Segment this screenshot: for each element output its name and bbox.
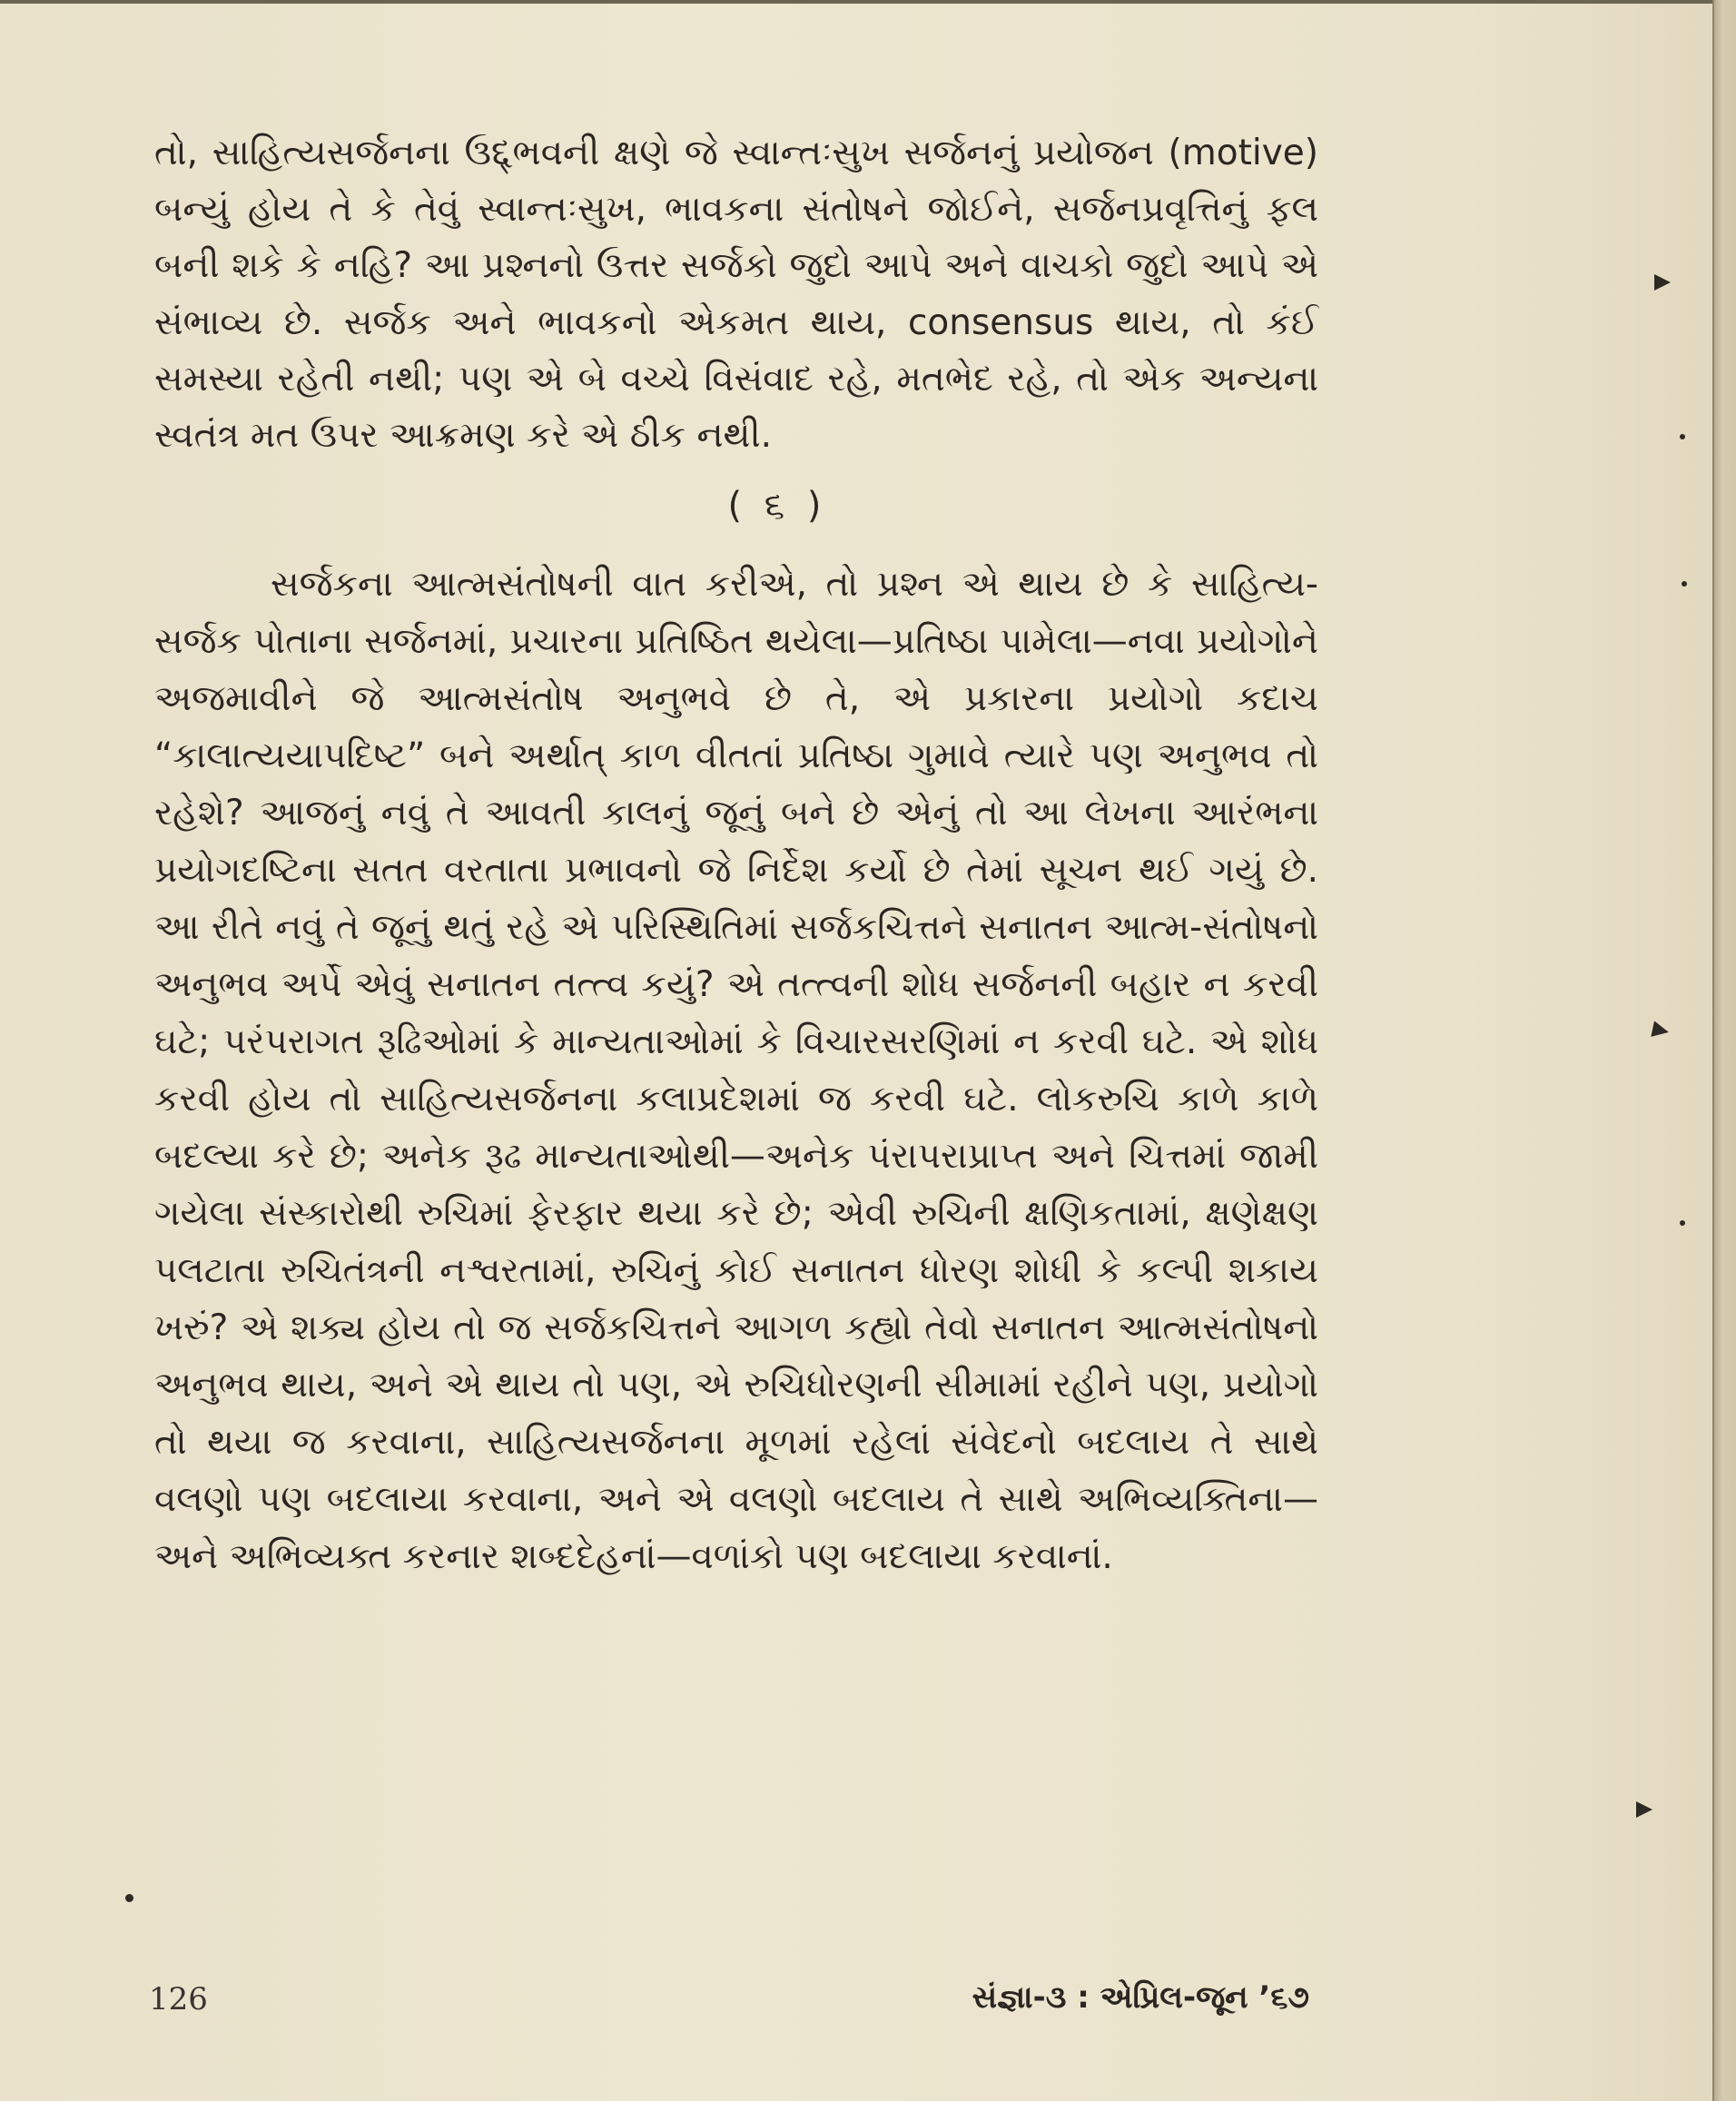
margin-mark-icon xyxy=(1654,274,1671,291)
paragraph-1: તો, સાહિત્યસર્જનના ઉદ્દ્ભવની ક્ષણે જે સ્વાન્તઃસુખ સર્જનનું પ્રયોજન (motive) બન્યું હોય તે કે તેવું સ્વાન્તઃસુખ, ભાવકના સંતોષને જોઈને, સર્જનપ્રવૃત્તિનું ફલ બની શકે કે નહિ? આ પ્રશ્નનો ઉત્તર સર્જકો જુદો આપે અને વાચકો જુદો આપે એ સંભાવ્ય છે. સર્જક અને ભાવકનો એકમત થાય, consensus થાય, તો કંઈ સમસ્યા રહેતી નથી; પણ એ બે વચ્ચે વિસંવાદ રહે, મતભેદ રહે, તો એક અન્યના સ્વતંત્ર મત ઉપર આક્રમણ કરે એ ઠીક નથી. xyxy=(154,133,1318,457)
margin-mark-icon xyxy=(1651,1021,1670,1040)
top-edge-rule xyxy=(0,0,1714,4)
page-number: 126 xyxy=(149,1981,208,2017)
margin-speck xyxy=(1680,1220,1685,1226)
article-body-section-6 xyxy=(154,556,1318,1585)
margin-speck xyxy=(125,1894,133,1902)
margin-mark-icon xyxy=(1636,1801,1652,1818)
section-heading: ( ૬ ) xyxy=(727,485,827,527)
article-body xyxy=(154,125,1318,464)
paragraph-2: સર્જકના આત્મસંતોષની વાત કરીએ, તો પ્રશ્ન એ થાય છે કે સાહિત્ય-સર્જક પોતાના સર્જનમાં, પ્રચારના પ્રતિષ્ઠિત થયેલા—પ્રતિષ્ઠા પામેલા—નવા પ્રયોગોને અજમાવીને જે આત્મસંતોષ અનુભવે છે તે, એ પ્રકારના પ્રયોગો કદાચ “કાલાત્યયાપદિષ્ટ” બને અર્થાત્ કાળ વીતતાં પ્રતિષ્ઠા ગુમાવે ત્યારે પણ અનુભવ તો રહેશે? આજનું નવું તે આવતી કાલનું જૂનું બને છે એનું તો આ લેખના આરંભના પ્રયોગદષ્ટિના સતત વરતાતા પ્રભાવનો જે નિર્દેશ કર્યો છે તેમાં સૂચન થઈ ગયું છે. આ રીતે નવું તે જૂનું થતું રહે એ પરિસ્થિતિમાં સર્જકચિત્તને સનાતન આત્મ-સંતોષનો અનુભવ અર્પે એવું સનાતન તત્ત્વ કયું? એ તત્ત્વની શોધ સર્જનની બહાર ન કરવી ઘટે; પરંપરાગત રૂઢિઓમાં કે માન્યતાઓમાં કે વિચારસરણિમાં ન કરવી ઘટે. એ શોધ કરવી હોય તો સાહિત્યસર્જનના કલાપ્રદેશમાં જ કરવી ઘટે. લોકરુચિ કાળે કાળે બદલ્યા કરે છે; અનેક રૂઢ માન્યતાઓથી—અનેક પંરાપરાપ્રાપ્ત અને ચિત્તમાં જામી ગયેલા સંસ્કારોથી રુચિમાં ફેરફાર થયા કરે છે; એવી રુચિની ક્ષણિકતામાં, ક્ષણેક્ષણ પલટાતા રુચિતંત્રની નશ્વરતામાં, રુચિનું કોઈ સનાતન ધોરણ શોધી કે કલ્પી શકાય ખરું? એ શક્ય હોય તો જ સર્જકચિત્તને આગળ કહ્યો તેવો સનાતન આત્મસંતોષનો અનુભવ થાય, અને એ થાય તો પણ, એ રુચિધોરણની સીમામાં રહીને પણ, પ્રયોગો તો થયા જ કરવાના, સાહિત્યસર્જનના મૂળમાં રહેલાં સંવેદનો બદલાય તે સાથે વલણો પણ બદલાયા કરવાના, અને એ વલણો બદલાય તે સાથે અભિવ્યક્તિના—અને અભિવ્યક્ત કરનાર શબ્દદેહનાં—વળાંકો પણ બદલાયા કરવાનાં. xyxy=(154,564,1318,1577)
margin-speck xyxy=(1680,434,1685,439)
margin-speck xyxy=(1682,581,1687,587)
journal-footer: સંજ્ઞા-૩ : એપ્રિલ-જૂન ’૬૭ xyxy=(972,1979,1309,2016)
page-binding-edge xyxy=(1712,0,1736,2101)
